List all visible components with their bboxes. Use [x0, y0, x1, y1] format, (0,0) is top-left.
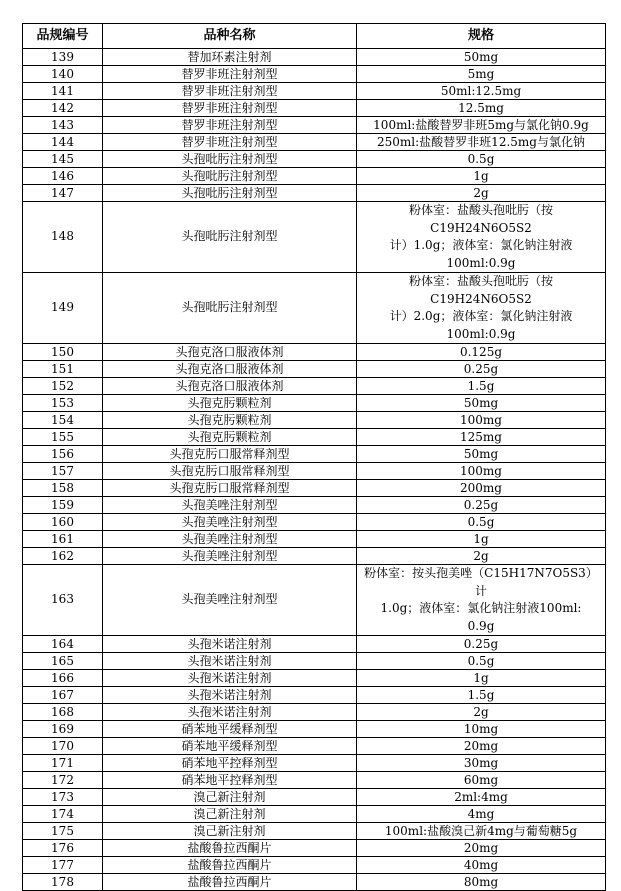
cell-id: 171 — [23, 755, 103, 772]
cell-id: 177 — [23, 857, 103, 874]
table-row — [23, 168, 606, 185]
cell-name: 硝苯地平控释剂型 — [103, 755, 357, 772]
cell-spec — [357, 100, 606, 117]
spec-line: 60mg — [463, 773, 499, 787]
cell-spec — [357, 497, 606, 514]
table-row — [23, 66, 606, 83]
spec-line: 250ml:盐酸替罗非班12.5mg与氯化钠 — [377, 135, 585, 149]
spec-line: 粉体室：盐酸头孢吡肟（按C19H24N6O5S2 — [408, 203, 553, 235]
cell-name: 头孢克肟口服常释剂型 — [103, 480, 357, 497]
table-row — [23, 704, 606, 721]
table-row — [23, 446, 606, 463]
spec-line: 100ml:盐酸替罗非班5mg与氯化钠0.9g — [373, 118, 589, 132]
cell-id: 174 — [23, 806, 103, 823]
cell-id: 168 — [23, 704, 103, 721]
spec-line: 2g — [473, 549, 489, 563]
table-row — [23, 117, 606, 134]
cell-id: 154 — [23, 412, 103, 429]
spec-line: 1g — [473, 671, 489, 685]
table-row — [23, 874, 606, 891]
spec-line: 20mg — [463, 841, 499, 855]
spec-line: 125mg — [460, 430, 502, 444]
cell-name: 硝苯地平控释剂型 — [103, 772, 357, 789]
table-row — [23, 636, 606, 653]
cell-name: 头孢克洛口服液体剂 — [103, 361, 357, 378]
spec-line: 0.5g — [467, 654, 495, 668]
table-row — [23, 823, 606, 840]
cell-id: 155 — [23, 429, 103, 446]
table-row — [23, 49, 606, 66]
cell-name: 替罗非班注射剂型 — [103, 66, 357, 83]
table-row — [23, 463, 606, 480]
table-row — [23, 100, 606, 117]
cell-spec — [357, 531, 606, 548]
cell-name: 头孢米诺注射剂 — [103, 704, 357, 721]
table-row — [23, 344, 606, 361]
cell-id: 164 — [23, 636, 103, 653]
cell-spec — [357, 772, 606, 789]
spec-line: 20mg — [463, 739, 499, 753]
cell-spec — [357, 670, 606, 687]
cell-spec — [357, 636, 606, 653]
table-row — [23, 480, 606, 497]
table-row — [23, 857, 606, 874]
cell-id: 144 — [23, 134, 103, 151]
table-row — [23, 412, 606, 429]
spec-line: 0.9g — [467, 618, 495, 633]
cell-spec — [357, 446, 606, 463]
cell-name: 硝苯地平缓释剂型 — [103, 721, 357, 738]
cell-spec — [357, 273, 606, 344]
table-row — [23, 806, 606, 823]
cell-name: 硝苯地平缓释剂型 — [103, 738, 357, 755]
cell-id: 160 — [23, 514, 103, 531]
cell-name: 头孢美唑注射剂型 — [103, 497, 357, 514]
cell-name: 头孢克肟颗粒剂 — [103, 395, 357, 412]
cell-id: 151 — [23, 361, 103, 378]
table-body — [23, 49, 606, 891]
table-row — [23, 789, 606, 806]
table-row — [23, 840, 606, 857]
cell-spec — [357, 738, 606, 755]
table-row — [23, 565, 606, 636]
spec-line: 2ml:4mg — [454, 790, 508, 804]
table-row — [23, 185, 606, 202]
cell-spec — [357, 49, 606, 66]
cell-id: 173 — [23, 789, 103, 806]
cell-id: 149 — [23, 273, 103, 344]
cell-id: 142 — [23, 100, 103, 117]
spec-line: 1g — [473, 169, 489, 183]
cell-name: 头孢吡肟注射剂型 — [103, 185, 357, 202]
cell-name: 头孢吡肟注射剂型 — [103, 273, 357, 344]
table-row — [23, 514, 606, 531]
spec-line: 4mg — [467, 807, 495, 821]
cell-name: 头孢米诺注射剂 — [103, 653, 357, 670]
cell-id: 145 — [23, 151, 103, 168]
spec-line: 0.5g — [467, 515, 495, 529]
spec-line: 5mg — [467, 67, 495, 81]
cell-id: 147 — [23, 185, 103, 202]
header-spec: 规格 — [357, 24, 606, 49]
spec-line: 计）1.0g；液体室：氯化钠注射液 — [389, 238, 573, 252]
spec-line: 30mg — [463, 756, 499, 770]
cell-id: 175 — [23, 823, 103, 840]
cell-spec — [357, 857, 606, 874]
cell-spec — [357, 344, 606, 361]
cell-name: 替加环素注射剂 — [103, 49, 357, 66]
table-row — [23, 429, 606, 446]
spec-line: 0.25g — [463, 498, 499, 512]
cell-spec — [357, 704, 606, 721]
spec-line: 100mg — [460, 413, 502, 427]
table-row — [23, 670, 606, 687]
table-row — [23, 497, 606, 514]
spec-line: 100ml:0.9g — [446, 326, 516, 341]
cell-id: 162 — [23, 548, 103, 565]
spec-line: 50ml:12.5mg — [440, 84, 522, 98]
table-row — [23, 273, 606, 344]
table-row — [23, 687, 606, 704]
table-row — [23, 151, 606, 168]
spec-line: 粉体室：盐酸头孢吡肟（按C19H24N6O5S2 — [408, 274, 553, 306]
table-row — [23, 755, 606, 772]
table-row — [23, 772, 606, 789]
table-row — [23, 721, 606, 738]
cell-spec — [357, 755, 606, 772]
cell-spec — [357, 151, 606, 168]
header-row — [23, 24, 606, 49]
cell-spec — [357, 168, 606, 185]
cell-name: 替罗非班注射剂型 — [103, 100, 357, 117]
cell-id: 165 — [23, 653, 103, 670]
spec-line: 0.25g — [463, 362, 499, 376]
table-row — [23, 395, 606, 412]
cell-name: 头孢克洛口服液体剂 — [103, 378, 357, 395]
cell-spec — [357, 823, 606, 840]
cell-name: 头孢克肟口服常释剂型 — [103, 446, 357, 463]
header-id: 品规编号 — [23, 24, 103, 49]
cell-id: 148 — [23, 202, 103, 273]
cell-spec — [357, 721, 606, 738]
spec-line: 0.25g — [463, 637, 499, 651]
cell-name: 头孢克肟颗粒剂 — [103, 429, 357, 446]
drug-spec-table — [22, 23, 606, 891]
cell-name: 溴己新注射剂 — [103, 789, 357, 806]
cell-spec — [357, 83, 606, 100]
cell-name: 盐酸鲁拉西酮片 — [103, 857, 357, 874]
table-row — [23, 548, 606, 565]
cell-spec — [357, 378, 606, 395]
spec-line: 80mg — [463, 875, 499, 889]
cell-name: 替罗非班注射剂型 — [103, 83, 357, 100]
cell-name: 头孢吡肟注射剂型 — [103, 168, 357, 185]
cell-name: 头孢美唑注射剂型 — [103, 514, 357, 531]
spec-line: 100ml:0.9g — [446, 255, 516, 270]
cell-spec — [357, 548, 606, 565]
cell-spec — [357, 429, 606, 446]
table-row — [23, 738, 606, 755]
cell-spec — [357, 395, 606, 412]
cell-name: 替罗非班注射剂型 — [103, 134, 357, 151]
spec-line: 100mg — [460, 464, 502, 478]
cell-id: 178 — [23, 874, 103, 891]
cell-id: 161 — [23, 531, 103, 548]
table-row — [23, 653, 606, 670]
cell-id: 163 — [23, 565, 103, 636]
cell-id: 152 — [23, 378, 103, 395]
cell-spec — [357, 687, 606, 704]
cell-id: 172 — [23, 772, 103, 789]
table-row — [23, 361, 606, 378]
spec-line: 40mg — [463, 858, 499, 872]
cell-name: 溴己新注射剂 — [103, 806, 357, 823]
cell-spec — [357, 653, 606, 670]
cell-spec — [357, 202, 606, 273]
cell-spec — [357, 806, 606, 823]
cell-spec — [357, 134, 606, 151]
cell-spec — [357, 185, 606, 202]
cell-id: 159 — [23, 497, 103, 514]
cell-id: 150 — [23, 344, 103, 361]
cell-id: 153 — [23, 395, 103, 412]
cell-name: 头孢美唑注射剂型 — [103, 548, 357, 565]
table-row — [23, 531, 606, 548]
spec-line: 2g — [473, 186, 489, 200]
spec-line: 200mg — [460, 481, 502, 495]
cell-name: 替罗非班注射剂型 — [103, 117, 357, 134]
spec-line: 50mg — [463, 396, 499, 410]
cell-spec — [357, 480, 606, 497]
cell-name: 盐酸鲁拉西酮片 — [103, 874, 357, 891]
cell-spec — [357, 789, 606, 806]
cell-name: 头孢米诺注射剂 — [103, 636, 357, 653]
cell-id: 140 — [23, 66, 103, 83]
cell-id: 158 — [23, 480, 103, 497]
spec-line: 100ml:盐酸溴己新4mg与葡萄糖5g — [384, 824, 578, 838]
table-row — [23, 378, 606, 395]
cell-name: 头孢美唑注射剂型 — [103, 531, 357, 548]
spec-line: 0.125g — [459, 345, 503, 359]
cell-id: 156 — [23, 446, 103, 463]
cell-id: 157 — [23, 463, 103, 480]
spec-line: 1g — [473, 532, 489, 546]
cell-id: 167 — [23, 687, 103, 704]
cell-id: 176 — [23, 840, 103, 857]
cell-name: 头孢克洛口服液体剂 — [103, 344, 357, 361]
cell-name: 头孢米诺注射剂 — [103, 687, 357, 704]
cell-id: 169 — [23, 721, 103, 738]
cell-name: 头孢米诺注射剂 — [103, 670, 357, 687]
spec-line: 10mg — [463, 722, 499, 736]
cell-id: 139 — [23, 49, 103, 66]
cell-spec — [357, 874, 606, 891]
cell-spec — [357, 514, 606, 531]
cell-spec — [357, 565, 606, 636]
cell-name: 头孢吡肟注射剂型 — [103, 151, 357, 168]
cell-spec — [357, 361, 606, 378]
cell-name: 溴己新注射剂 — [103, 823, 357, 840]
spec-line: 12.5mg — [458, 101, 504, 115]
cell-spec — [357, 463, 606, 480]
spec-line: 0.5g — [467, 152, 495, 166]
spec-line: 1.5g — [467, 379, 495, 393]
table-row — [23, 83, 606, 100]
spec-line: 1.0g；液体室：氯化钠注射液100ml: — [380, 601, 582, 615]
cell-spec — [357, 412, 606, 429]
cell-id: 141 — [23, 83, 103, 100]
cell-name: 头孢克肟颗粒剂 — [103, 412, 357, 429]
table-row — [23, 134, 606, 151]
spec-line: 50mg — [463, 50, 499, 64]
spec-line: 计）2.0g；液体室：氯化钠注射液 — [389, 309, 573, 323]
cell-id: 146 — [23, 168, 103, 185]
cell-id: 170 — [23, 738, 103, 755]
cell-spec — [357, 117, 606, 134]
cell-spec — [357, 66, 606, 83]
spec-line: 50mg — [463, 447, 499, 461]
spec-line: 粉体室：按头孢美唑（C15H17N7O5S3）计 — [364, 566, 598, 598]
header-name: 品种名称 — [103, 24, 357, 49]
cell-name: 头孢美唑注射剂型 — [103, 565, 357, 636]
spec-line: 2g — [473, 705, 489, 719]
cell-id: 166 — [23, 670, 103, 687]
spec-line: 1.5g — [467, 688, 495, 702]
cell-name: 头孢吡肟注射剂型 — [103, 202, 357, 273]
cell-spec — [357, 840, 606, 857]
cell-name: 头孢克肟口服常释剂型 — [103, 463, 357, 480]
table-row — [23, 202, 606, 273]
cell-name: 盐酸鲁拉西酮片 — [103, 840, 357, 857]
cell-id: 143 — [23, 117, 103, 134]
